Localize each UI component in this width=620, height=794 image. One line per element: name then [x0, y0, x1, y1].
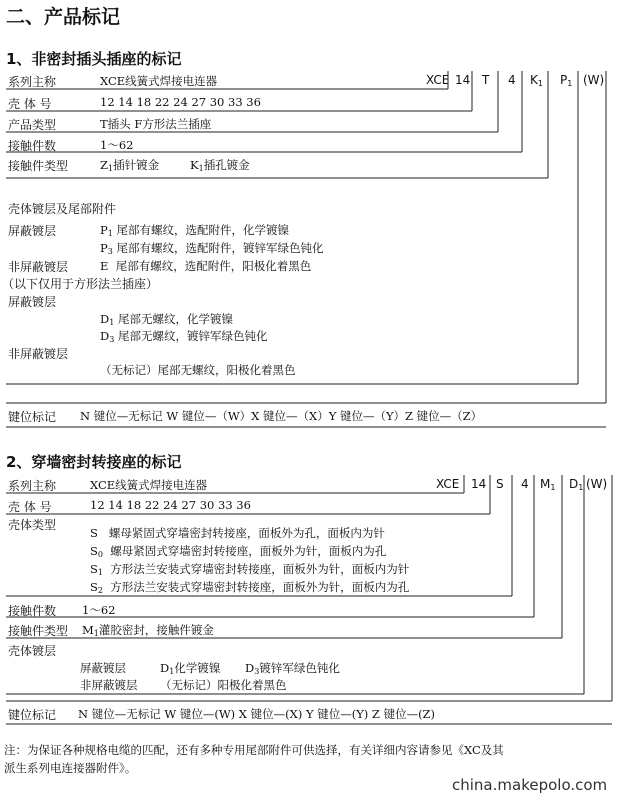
- s1-row-contact-value-b: $K_1$插孔镀金: [190, 158, 250, 173]
- s1-shield2-item-2: $D_3$ 尾部无螺纹，镀锌军绿色钝化: [100, 329, 268, 344]
- s1-nonshield-label-2: 非屏蔽镀层: [8, 347, 69, 361]
- s1-flange-note: （以下仅用于方形法兰插座）: [2, 277, 159, 291]
- s2-plating-line1-a: $D_1$化学镀镍: [160, 661, 221, 676]
- s1-row-type-value: T插头 F方形法兰插座: [100, 117, 212, 131]
- s1-nonshield2-item: （无标记）尾部无螺纹，阳极化着黑色: [100, 363, 296, 377]
- s2-plating-line2-text: （无标记）阳极化着黑色: [160, 678, 287, 692]
- s1-code-plating: $P_1$: [560, 73, 573, 88]
- section1-heading: 1、非密封插头插座的标记: [6, 50, 182, 68]
- s1-code-key: (W): [583, 73, 605, 87]
- s1-code-count: 4: [508, 73, 516, 87]
- s1-shell-title: 壳体镀层及尾部附件: [8, 202, 117, 216]
- s1-key-text: N 键位—无标记 W 键位—（W）X 键位—（X）Y 键位—（Y）Z 键位—（Z）: [80, 409, 483, 423]
- s2-code-plating: $D_1$: [569, 477, 584, 492]
- s1-shield-label: 屏蔽镀层: [8, 224, 57, 238]
- section2-heading: 2、穿墙密封转接座的标记: [6, 453, 182, 471]
- s1-row-contact-value-a: $Z_1$插针镀金: [100, 158, 160, 173]
- s1-row-contact-label: 接触件类型: [8, 159, 69, 173]
- s1-code-shell: 14: [455, 73, 471, 87]
- s1-row-series-label: 系列主称: [8, 75, 57, 89]
- s1-shield-label-2: 屏蔽镀层: [8, 295, 57, 309]
- s2-contact-count-label: 接触件数: [8, 604, 57, 618]
- s2-row-series-label: 系列主称: [8, 479, 57, 493]
- s2-shell-type-2: $S_0$ 螺母紧固式穿墙密封转接座，面板外为针，面板内为孔: [90, 544, 387, 559]
- s2-code-count: 4: [521, 477, 529, 491]
- s2-contact-type: $M_1$灌胶密封，接触件镀金: [82, 623, 214, 638]
- s2-row-shell-value: 12 14 18 22 24 27 30 33 36: [90, 498, 251, 512]
- note-line-1: 注：为保证各种规格电缆的匹配，还有多种专用尾部附件可供选择，有关详细内容请参见《XC及其: [4, 743, 504, 757]
- s1-row-shell-value: 12 14 18 22 24 27 30 33 36: [100, 95, 261, 109]
- s2-plating-line1-label: 屏蔽镀层: [80, 661, 126, 675]
- s1-shield-item-2: $P_3$ 尾部有螺纹，选配附件，镀锌军绿色钝化: [100, 241, 324, 256]
- s1-key-label: 键位标记: [8, 410, 57, 424]
- s2-shell-type-label: 壳体类型: [8, 518, 57, 532]
- s1-nonshield-item: E 尾部有螺纹，选配附件，阳极化着黑色: [100, 259, 312, 273]
- watermark: china.makepolo.com: [452, 776, 608, 794]
- s2-plating-line2-label: 非屏蔽镀层: [80, 678, 138, 692]
- s2-key-label: 键位标记: [8, 708, 57, 722]
- s1-row-count-value: 1～62: [100, 138, 134, 152]
- s2-shell-type-4: $S_2$ 方形法兰安装式穿墙密封转接座，面板外为针，面板内为孔: [90, 580, 410, 595]
- s1-row-count-label: 接触件数: [8, 139, 57, 153]
- page-title: 二、产品标记: [6, 6, 121, 28]
- s1-row-shell-label: 壳 体 号: [8, 97, 52, 111]
- s1-code-type: T: [482, 73, 490, 87]
- s1-code-contact: $K_1$: [530, 73, 543, 88]
- s2-code-shell: 14: [471, 477, 487, 491]
- s2-row-series-value: XCE线簧式焊接电连器: [90, 478, 208, 492]
- s1-shield-item-1: $P_1$ 尾部有螺纹，选配附件，化学镀镍: [100, 223, 289, 238]
- s2-plating-label: 壳体镀层: [8, 644, 57, 658]
- s2-contact-type-label: 接触件类型: [8, 624, 69, 638]
- s1-code-xce: XCE: [426, 73, 450, 87]
- s1-nonshield-label: 非屏蔽镀层: [8, 260, 69, 274]
- s2-code-contact: $M_1$: [540, 477, 556, 492]
- s2-shell-type-3: $S_1$ 方形法兰安装式穿墙密封转接座，面板外为针，面板内为针: [90, 562, 410, 577]
- s2-code-type: S: [496, 477, 504, 491]
- s2-shell-type-1: S 螺母紧固式穿墙密封转接座，面板外为孔，面板内为针: [90, 526, 385, 540]
- s1-row-type-label: 产品类型: [8, 118, 57, 132]
- note-line-2: 派生系列电连接器附件》。: [4, 761, 137, 775]
- s2-contact-count: 1～62: [82, 603, 116, 617]
- s2-row-shell-label: 壳 体 号: [8, 500, 52, 514]
- s1-row-series-value: XCE线簧式焊接电连器: [100, 74, 218, 88]
- s2-key-text: N 键位—无标记 W 键位—(W) X 键位—(X) Y 键位—(Y) Z 键位—(Z): [78, 707, 436, 721]
- s1-shield2-item-1: $D_1$ 尾部无螺纹，化学镀镍: [100, 312, 233, 327]
- s2-code-xce: XCE: [436, 477, 460, 491]
- s2-plating-line1-b: $D_3$镀锌军绿色钝化: [245, 661, 340, 676]
- s2-code-key: (W): [586, 477, 608, 491]
